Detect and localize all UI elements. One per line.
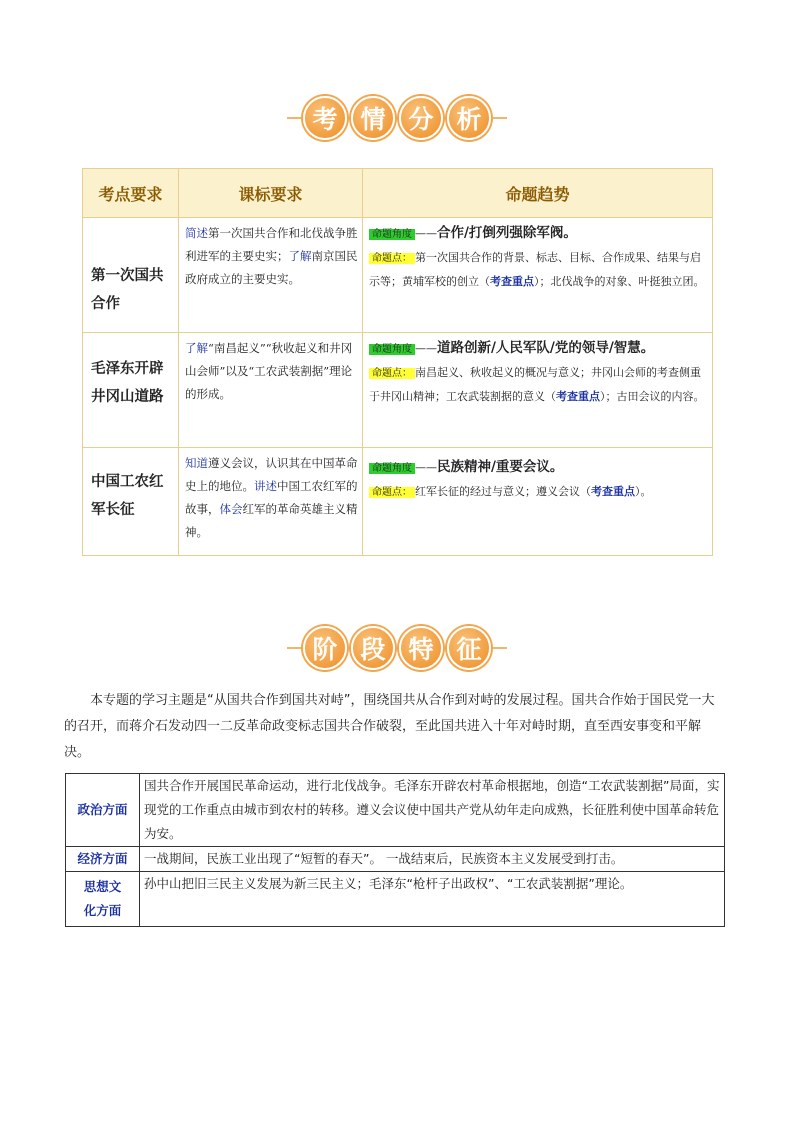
- verb: 知道: [185, 456, 208, 470]
- curriculum-cell: [179, 333, 363, 448]
- stage-features-table: [65, 773, 725, 927]
- trend-cell: [363, 448, 713, 556]
- table-row: [83, 218, 713, 333]
- banner-char: 阶: [303, 626, 347, 670]
- std-text: 遵义会议，认识其在中国革命史上的地位。: [185, 456, 358, 493]
- curriculum-cell: [179, 448, 363, 556]
- banner-char: 特: [399, 626, 443, 670]
- topic-cell: 第一次国共合作: [83, 218, 179, 333]
- point-tag: 命题点：: [369, 253, 415, 264]
- trend-cell: [363, 333, 713, 448]
- angle-arrow: ——: [415, 461, 437, 474]
- header-exam-points: 考点要求: [83, 169, 179, 218]
- key-point: 考查重点: [490, 275, 534, 288]
- row-content: 一战期间，民族工业出现了“短暂的春天”。 一战结束后，民族资本主义发展受到打击。: [140, 847, 725, 872]
- std-text: “南昌起义”“秋收起义和井冈山会师”以及“工农武装割据”理论的形成。: [185, 341, 353, 401]
- intro-paragraph: 本专题的学习主题是“从国共合作到国共对峙”，围绕国共从合作到对峙的发展过程。国共合作始于国民党一大的召开，而蒋介石发动四一二反革命政变标志国共合作破裂，至此国共进入十年对峙时期，直至西安事变和平解决。: [64, 693, 715, 760]
- banner-char: 段: [351, 626, 395, 670]
- point-tag: 命题点：: [369, 487, 415, 498]
- topic-cell: 毛泽东开辟井冈山道路: [83, 333, 179, 448]
- verb: 了解: [185, 341, 208, 355]
- banner-char: 征: [447, 626, 491, 670]
- table-row: [83, 448, 713, 556]
- verb: 讲述: [254, 479, 277, 493]
- curriculum-cell: [179, 218, 363, 333]
- table-row: [83, 333, 713, 448]
- trend-cell: [363, 218, 713, 333]
- point-text: 南昌起义、秋收起义的概况与意义；井冈山会师的考查侧重于井冈山精神；工农武装割据的意义（: [369, 366, 701, 403]
- angle-arrow: ——: [415, 342, 437, 355]
- angle-text: 民族精神/重要会议。: [437, 459, 564, 475]
- table-row: [66, 774, 725, 847]
- exam-requirements-table: [82, 168, 713, 556]
- angle-text: 道路创新/人民军队/党的领导/智慧。: [437, 340, 655, 356]
- angle-tag: 命题角度: [369, 344, 415, 355]
- row-content: 国共合作开展国民革命运动，进行北伐战争。毛泽东开辟农村革命根据地，创造“工农武装割据”局面，实现党的工作重点由城市到农村的转移。遵义会议使中国共产党从幼年走向成熟，长征胜利使中国革命转危为安。: [140, 774, 725, 847]
- point-text: ）；古田会议的内容。: [600, 390, 705, 403]
- verb: 体会: [219, 502, 243, 516]
- banner-exam-analysis: [0, 96, 794, 140]
- angle-arrow: ——: [415, 227, 437, 240]
- banner-char: 情: [351, 96, 395, 140]
- banner-stage-features: [0, 626, 794, 670]
- std-text: 中国工农红军的故事，: [185, 479, 358, 516]
- point-text: 红军长征的经过与意义；遵义会议（: [415, 485, 591, 498]
- header-curriculum: 课标要求: [179, 169, 363, 218]
- point-tag: 命题点：: [369, 368, 415, 379]
- std-text: 第一次国共合作和北伐战争胜利进军的主要史实；: [185, 226, 358, 263]
- key-point: 考查重点: [591, 485, 635, 498]
- banner-char: 析: [447, 96, 491, 140]
- std-text: 红军的革命英雄主义精神。: [185, 502, 358, 539]
- point-text: ）；北伐战争的对象、叶挺独立团。: [534, 275, 705, 288]
- table-header-row: [83, 169, 713, 218]
- point-text: ）。: [635, 485, 652, 498]
- banner-char: 分: [399, 96, 443, 140]
- table-row: [66, 872, 725, 927]
- angle-text: 合作/打倒列强除军阀。: [437, 225, 577, 241]
- row-heading: 政治方面: [66, 774, 140, 847]
- key-point: 考查重点: [556, 390, 600, 403]
- banner-char: 考: [303, 96, 347, 140]
- row-content: 孙中山把旧三民主义发展为新三民主义；毛泽东“枪杆子出政权”、“工农武装割据”理论。: [140, 872, 725, 927]
- verb: 了解: [288, 249, 312, 263]
- angle-tag: 命题角度: [369, 229, 415, 240]
- topic-cell: 中国工农红军长征: [83, 448, 179, 556]
- table-row: [66, 847, 725, 872]
- std-text: 南京国民政府成立的主要史实。: [185, 249, 358, 286]
- row-heading: 经济方面: [66, 847, 140, 872]
- point-text: 第一次国共合作的背景、标志、目标、合作成果、结果与启示等；黄埔军校的创立（: [369, 251, 701, 288]
- header-trend: 命题趋势: [363, 169, 713, 218]
- angle-tag: 命题角度: [369, 463, 415, 474]
- row-heading: 思想文化方面: [66, 872, 140, 927]
- verb: 简述: [185, 226, 208, 240]
